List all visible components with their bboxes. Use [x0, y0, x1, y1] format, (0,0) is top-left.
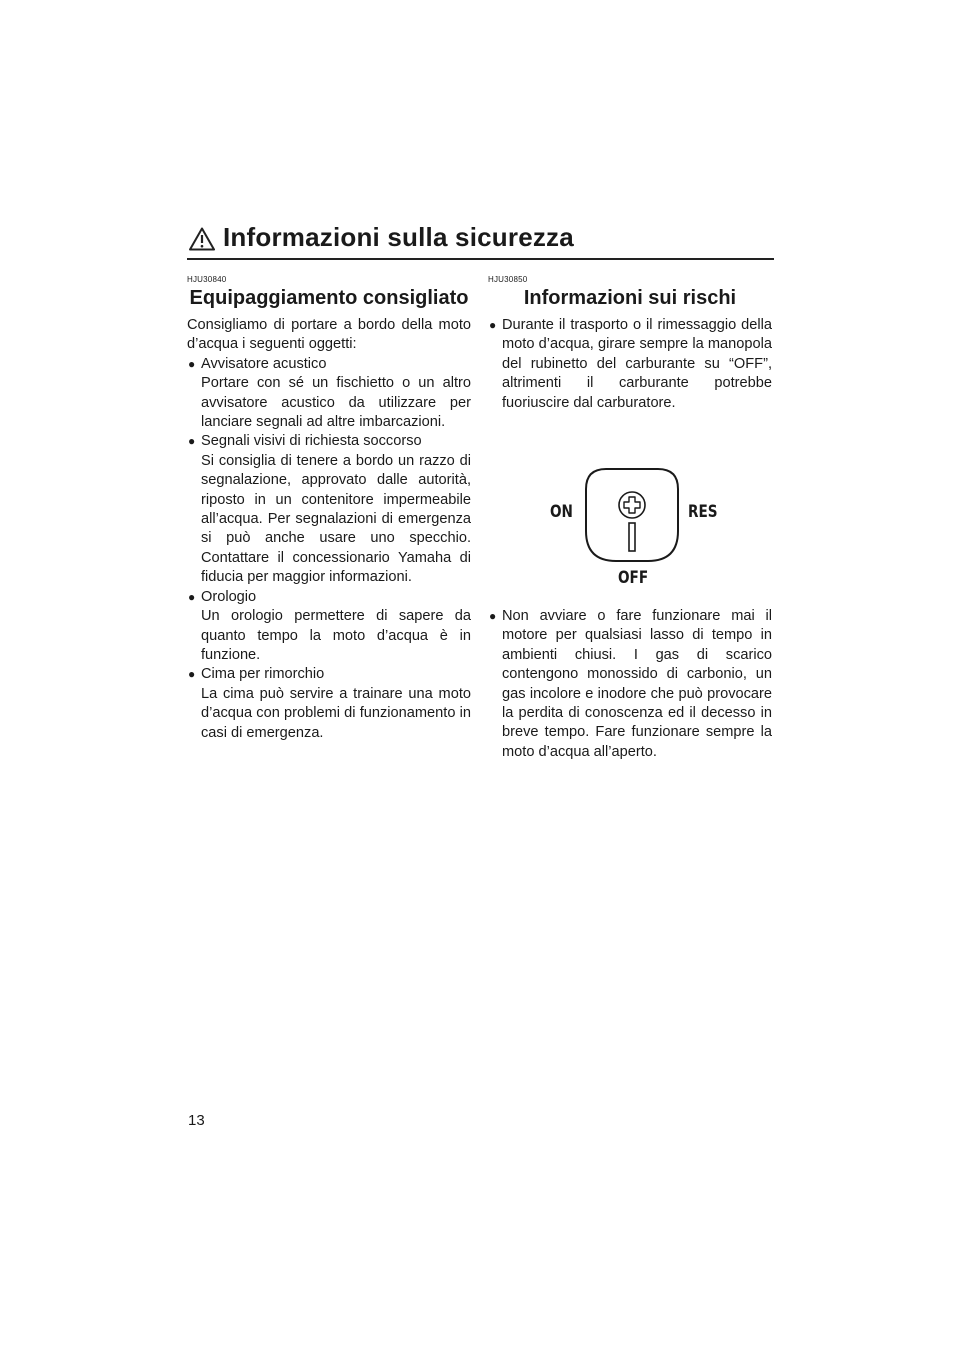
item-title: Avvisatore acustico	[201, 355, 327, 372]
item-text: Portare con sé un fischietto o un altro avvisatore acustico da utilizzare per lanciare segnali ad altre imbarcazioni.	[201, 375, 471, 431]
list-item	[488, 316, 772, 413]
page-number: 13	[188, 1112, 205, 1129]
list-item	[187, 665, 471, 743]
page-header	[187, 224, 774, 260]
bullet-icon: ●	[188, 667, 196, 682]
list-item	[488, 607, 772, 762]
label-res: RES	[688, 502, 718, 523]
fuel-cock-figure	[488, 419, 772, 599]
intro-paragraph: Consigliamo di portare a bordo della moto d’acqua i seguenti oggetti:	[187, 317, 471, 353]
section-heading: Informazioni sui rischi	[523, 287, 737, 309]
section-code: HJU30840	[187, 275, 227, 284]
label-on: ON	[550, 502, 573, 523]
item-title: Orologio	[201, 588, 257, 605]
item-title: Segnali visivi di richiesta soccorso	[201, 433, 422, 450]
list-item	[187, 355, 471, 433]
page-title: Informazioni sulla sicurezza	[223, 222, 574, 252]
left-column	[187, 275, 471, 743]
label-off: OFF	[618, 568, 649, 589]
warning-triangle-icon	[189, 227, 215, 251]
item-title: Cima per rimorchio	[201, 666, 325, 683]
item-text: La cima può servire a trainare una moto d’acqua con problemi di funzionamento in casi di emergenza.	[201, 685, 471, 741]
bullet-icon: ●	[489, 318, 497, 332]
bullet-icon: ●	[188, 589, 196, 604]
right-column	[488, 275, 772, 762]
bullet-icon: ●	[489, 609, 497, 624]
bullet-icon: ●	[188, 434, 196, 449]
item-text: Durante il trasporto o il rimessaggio della moto d’acqua, girare sempre la manopola del rubinetto del carburante su “OFF”, altrimenti il carburante potrebbe fuoriuscire dal carburatore.	[502, 317, 772, 411]
fuel-cock-knob-icon	[584, 467, 680, 563]
section-code: HJU30850	[488, 275, 528, 284]
item-text: Un orologio permettere di sapere da quanto tempo la moto d’acqua è in funzione.	[201, 608, 471, 663]
item-text: Si consiglia di tenere a bordo un razzo di segnalazione, approvato dalle autorità, riposto in un contenitore impermeabile all’acqua. Per segnalazioni di emergenza si può anche usare uno specchio. Contattare il concessionario Yamaha di fiducia per maggior informazioni.	[201, 452, 471, 586]
list-item	[187, 588, 471, 666]
section-heading: Equipaggiamento consigliato	[189, 287, 469, 309]
bullet-icon: ●	[188, 356, 196, 371]
list-item	[187, 432, 471, 587]
item-text: Non avviare o fare funzionare mai il motore per qualsiasi lasso di tempo in ambienti chiusi. I gas di scarico contengono monossido di carbonio, un gas incolore e inodore che può provocare la perdita di conoscenza ed il decesso in breve tempo. Fare funzionare sempre la moto d’acqua all’aperto.	[502, 608, 772, 760]
